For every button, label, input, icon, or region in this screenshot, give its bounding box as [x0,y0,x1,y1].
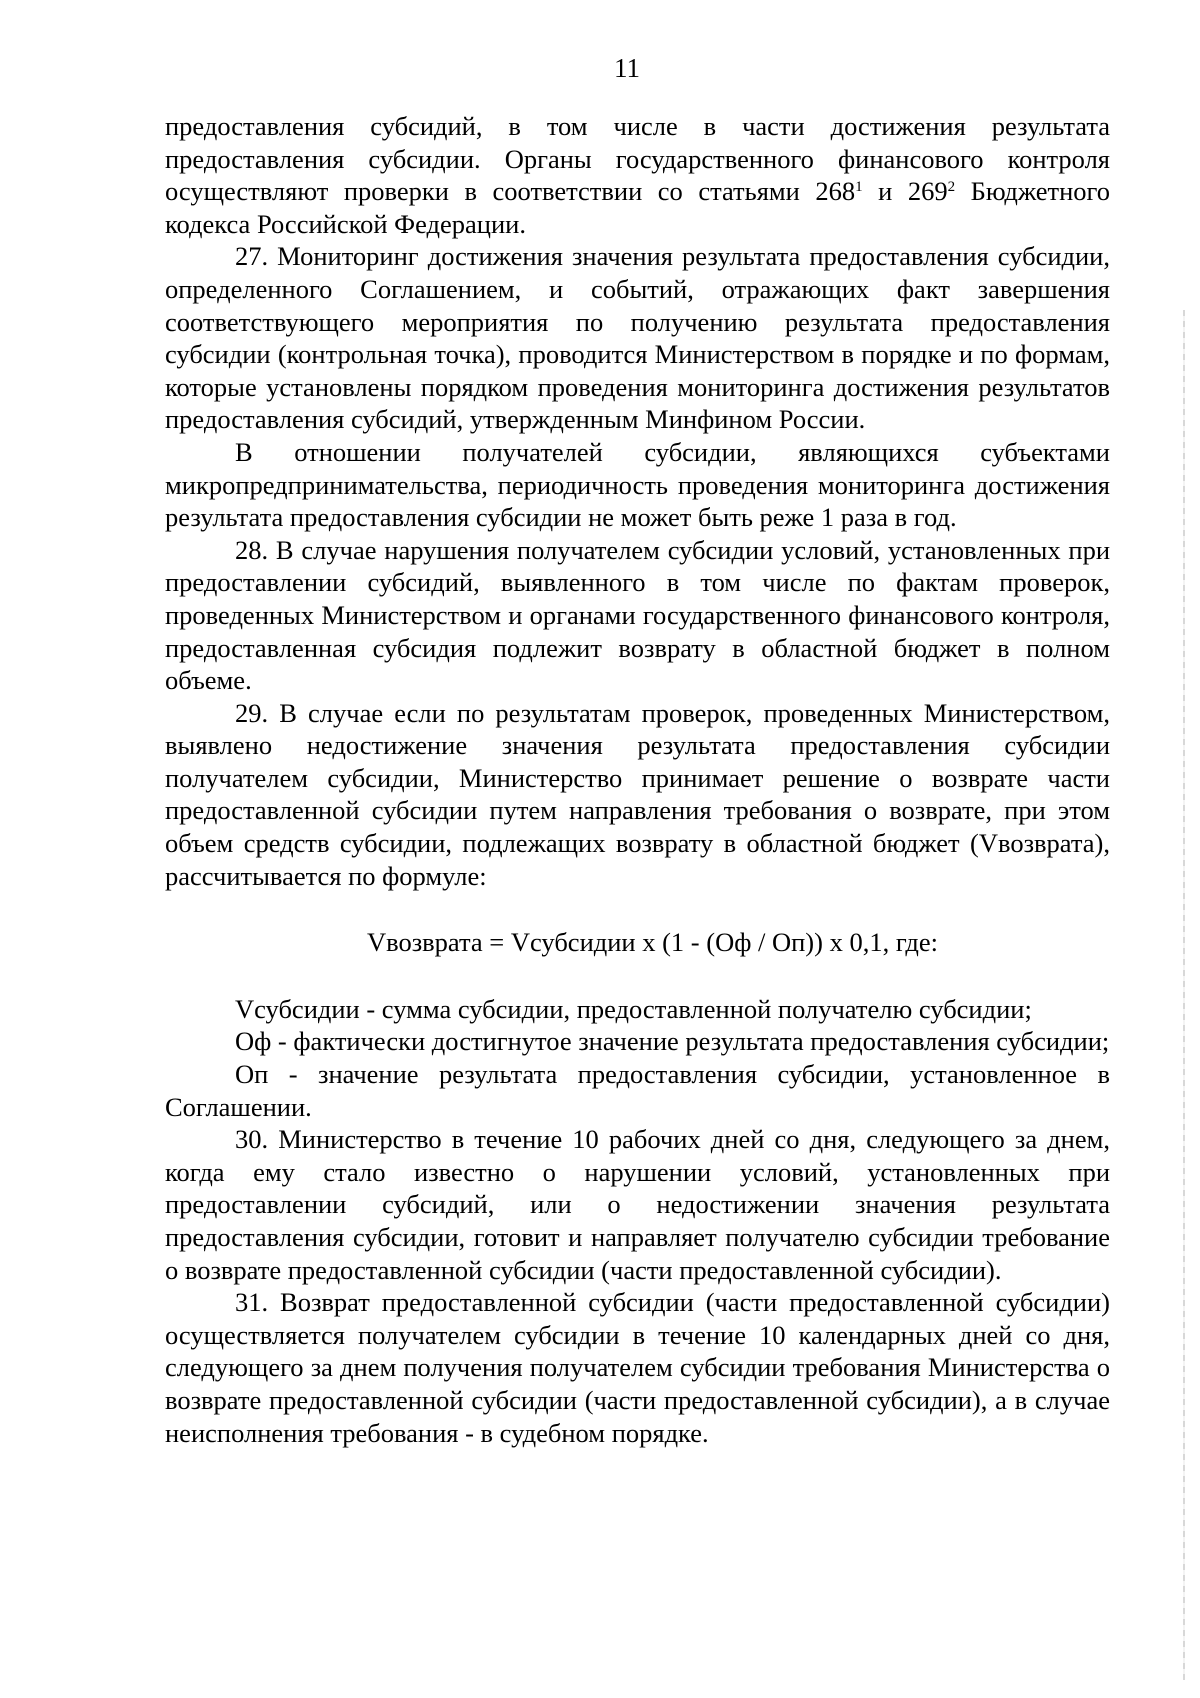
article-number: 268 [815,176,856,207]
paragraph-text: Бюджетного кодекса Российской Федерации. [165,176,1111,239]
refund-formula: Vвозврата = Vсубсидии x (1 - (Оф / Оп)) x 0,1, где: [366,927,938,958]
paragraph-28: 28. В случае нарушения получателем субсидии условий, установленных при предоставлении субсидий, выявленного в том числе по фактам проверок, проведенных Министерством и органами государственного финансового контроля, предоставленная субсидия подлежит возврату в областной бюджет в полном объеме. [165,534,1110,696]
definition-op: Оп - значение результата предоставления субсидии, установленное в Соглашении. [165,1059,1110,1122]
document-body [165,110,1110,1449]
definition-v-subsidy: Vсубсидии - сумма субсидии, предоставленной получателю субсидии; [235,993,1032,1024]
article-superscript: 2 [947,179,956,196]
paragraph-27-microbusiness: В отношении получателей субсидии, являющихся субъектами микропредпринимательства, периодичность проведения мониторинга достижения результата предоставления субсидии не может быть реже 1 раза в год. [165,436,1110,533]
article-superscript: 1 [855,179,863,196]
conjunction-text: и [862,176,908,207]
paragraph-text: предоставления субсидий, в том числе в части достижения результата предоставления субсидии. Органы государственного финансового контроля осуществляют проверки в соответствии со статьями [165,111,1110,207]
paragraph-29: 29. В случае если по результатам проверок, проведенных Министерством, выявлено недостижение значения результата предоставления субсидии получателем субсидии, Министерство принимает решение о возврате части предоставленной субсидии путем направления требования о возврате, при этом объем средств субсидии, подлежащих возврату в областной бюджет (Vвозврата), рассчитывается по формуле: [165,697,1110,891]
paragraph-30: 30. Министерство в течение 10 рабочих дней со дня, следующего за днем, когда ему стало известно о нарушении условий, установленных при предоставлении субсидий, или о недостижении значения результата предоставления субсидии, готовит и направляет получателю субсидии требование о возврате предоставленной субсидии (части предоставленной субсидии). [165,1124,1110,1285]
paragraph-31: 31. Возврат предоставленной субсидии (части предоставленной субсидии) осуществляется получателем субсидии в течение 10 календарных дней со дня, следующего за днем получения получателем субсидии требования Министерства о возврате предоставленной субсидии (части предоставленной субсидии), а в случае неисполнения требования - в судебном порядке. [165,1287,1110,1448]
definition-of: Оф - фактически достигнутое значение результата предоставления субсидии; [235,1026,1110,1057]
article-number: 269 [907,176,948,207]
scan-edge-artifact [1183,310,1185,1680]
page-number: 11 [614,53,640,83]
paragraph-27: 27. Мониторинг достижения значения результата предоставления субсидии, определенного Соглашением, и событий, отражающих факт завершения соответствующего мероприятия по получению результата предоставления субсидии (контрольная точка), проводится Министерством в порядке и по формам, которые установлены порядком проведения мониторинга достижения результатов предоставления субсидий, утвержденным Минфином России. [165,241,1110,435]
paragraph-continuation [165,110,1110,240]
